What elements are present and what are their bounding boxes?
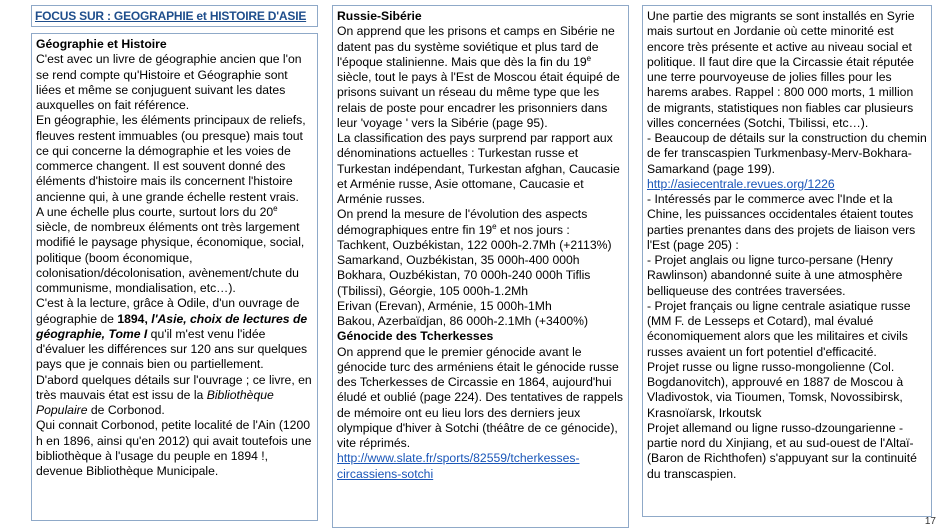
paragraph: A une échelle plus courte, surtout lors du 20e siècle, de nombreux éléments ont très largement modifié le paysage physique, économique, social, politique (boom économique, colonisation/décolonisation, avènement/chute du communisme, mondialisation, etc…). <box>36 203 305 295</box>
page-number: 17 <box>924 516 936 527</box>
paragraph: C'est avec un livre de géographie ancien que l'on se rend compte qu'Histoire et Géographie sont liées et même se conjuguent suivant les dates auxquelles on fait référence. <box>36 52 302 112</box>
paragraph: En géographie, les éléments principaux de reliefs, fleuves restent immuables (ou presque) mais tout ce qui concerne la démographie et les voies de commerce changent. Il est souvent donné des éléments d'histoire mais ils concernent l'histoire ancienne qui, à une grande échelle restent vrais. <box>36 113 306 204</box>
paragraph: - Intéressés par le commerce avec l'Inde et la Chine, les puissances occidentales étaient toutes parties prenantes dans des projets de liaison vers l'Est (page 205) : <box>647 192 916 252</box>
paragraph: Projet russe ou ligne russo-mongolienne (Col. Bogdanovitch), approuvé en 1887 de Moscou à Vladivostok, via Tioumen, Tomsk, Novossibirsk, Krasnoïarsk, Irkoutsk <box>647 359 904 420</box>
stat-line: Tachkent, Ouzbékistan, 122 000h-2.7Mh (+2113%) <box>337 237 612 252</box>
paragraph: - Projet anglais ou ligne turco-persane (Henry Rawlinson) abandonné suite à une atmosphère belliqueuse des contrées traversées. <box>647 253 903 298</box>
column-russie-siberie <box>332 5 629 528</box>
paragraph: Projet allemand ou ligne russo-dzoungarienne - partie nord du Xinjiang, et au sud-ouest de l'Altaï- (Baron de Richthofen) s'appuyant sur la continuité du transcaspien. <box>647 420 917 481</box>
paragraph: - Beaucoup de détails sur la construction du chemin de fer transcaspien Turkmenbasy-Merv-Bokhara-Samarkand (page 199). <box>647 131 927 176</box>
paragraph: On apprend que le premier génocide avant le génocide turc des arméniens était le génocide russe des Tcherkesses de Circassie en 1864, aujourd'hui éludé et oublié (page 224). Des tentatives de rappels de mémoire ont eu lieu lors des derniers jeux olympique d'hiver à Sotchi (théâtre de ce génocide), vite réprimés. <box>337 344 623 450</box>
slate-link[interactable]: http://www.slate.fr/sports/82559/tcherkesses-circassiens-sotchi <box>337 451 580 481</box>
stat-line: Erivan (Erevan), Arménie, 15 000h-1Mh <box>337 298 552 313</box>
asiecentrale-link[interactable]: http://asiecentrale.revues.org/1226 <box>647 176 835 191</box>
section-heading-russie: Russie-Sibérie <box>337 9 422 23</box>
paragraph: On prend la mesure de l'évolution des aspects démographiques entre fin 19e et nos jours : <box>337 207 588 237</box>
book-title: l'Asie, choix de lectures de géographie, Tome I <box>36 311 308 341</box>
stat-line: Samarkand, Ouzbékistan, 35 000h-400 000h <box>337 253 580 267</box>
column-suite <box>642 5 932 517</box>
paragraph: Une partie des migrants se sont installés en Syrie mais surtout en Jordanie où cette minorité est encore très présente et active au niveau social et politique. Il faut dire que la Circassie était réputée une terre pourvoyeuse de jolies filles pour les harems arabes. Rappel : 800 000 morts, 1 million de migrants, statistiques non fiables car plusieurs villes concernées (Sotchi, Tbilissi, etc…). <box>647 9 915 130</box>
paragraph: D'abord quelques détails sur l'ouvrage ; ce livre, en très mauvais état est issu de la Bibliothèque Populaire de Corbonod. <box>36 372 312 417</box>
paragraph: La classification des pays surprend par rapport aux dénominations actuelles : Turkestan russe et Turkestan indépendant, Turkestan afghan, Caucasie et Arménie russe, Asie ottomane, Caucasie et Arménie russes. <box>337 131 620 206</box>
paragraph: Qui connait Corbonod, petite localité de l'Ain (1200 h en 1896, ainsi qu'en 2012) qui avait toutefois une bibliothèque à l'usage du peuple en 1894 !, devenue Bibliothèque Municipale. <box>36 418 312 478</box>
paragraph: C'est à la lecture, grâce à Odile, d'un ouvrage de géographie de 1894, l'Asie, choix de lectures de géographie, Tome I qu'il m'est venu l'idée d'évaluer les différences sur 120 ans sur quelques pays que je connais bien ou partiellement. <box>36 296 308 372</box>
section-heading-genocide: Génocide des Tcherkesses <box>337 329 494 344</box>
paragraph: On apprend que les prisons et camps en Sibérie ne datent pas du système soviétique et plus tard de l'époque stalinienne. Mais que dès la fin du 19e siècle, tout le pays à l'Est de Moscou était équipé de prisons suivant un réseau du même type que les relais de poste pour encadrer les prisonniers dans leur 'voyage ' vers la Sibérie (page 95). <box>337 24 620 130</box>
focus-title: FOCUS SUR : GEOGRAPHIE et HISTOIRE D'ASIE <box>31 5 318 27</box>
section-heading-geographie: Géographie et Histoire <box>36 37 167 51</box>
stat-line: Bakou, Azerbaïdjan, 86 000h-2.1Mh (+3400%) <box>337 314 589 328</box>
stat-line: Bokhara, Ouzbékistan, 70 000h-240 000h Tiflis (Tbilissi), Géorgie, 105 000h-1.2Mh <box>337 268 591 298</box>
paragraph: - Projet français ou ligne centrale asiatique russe (MM F. de Lesseps et Cotard), mal évalué économiquement alors que les militaires et civils russes avaient un fort potentiel d'efficacité. <box>647 298 911 359</box>
column-geographie-histoire <box>31 33 318 521</box>
